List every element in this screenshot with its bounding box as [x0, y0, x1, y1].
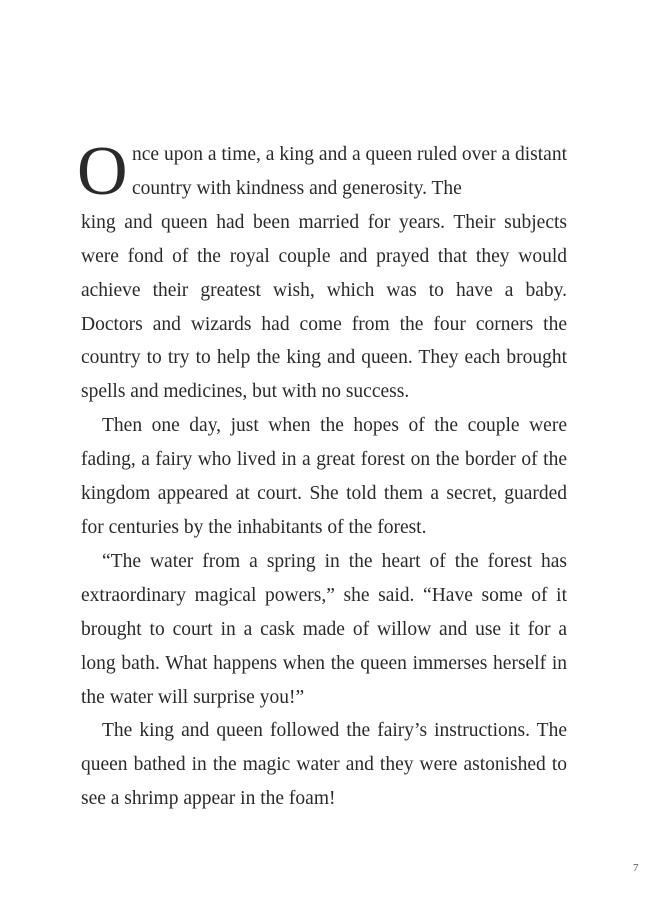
paragraph-1-rest: king and queen had been married for years. Their subjects were fond of the royal couple and prayed that they would achieve their greatest wish, which was to have a baby. Doctors and wizards had come from the four corners the country to try to help the king and queen. They each brought spells and medicines, but with no success.	[81, 211, 567, 403]
paragraph-2: Then one day, just when the hopes of the couple were fading, a fairy who lived in a great forest on the border of the kingdom appeared at court. She told them a secret, guarded for centuries by the inhabitants of the forest.	[81, 415, 567, 538]
paragraph-3: “The water from a spring in the heart of the forest has extraordinary magical powers,” she said. “Have some of it brought to court in a cask made of willow and use it for a long bath. What happens when the queen immerses herself in the water will surprise you!”	[81, 550, 567, 708]
paragraph-1-lead: nce upon a time, a king and a queen ruled over a distant country with kindness and generosity. The	[132, 144, 567, 199]
story-text	[77, 133, 567, 816]
paragraph-4: The king and queen followed the fairy’s instructions. The queen bathed in the magic water and they were astonished to see a shrimp appear in the foam!	[81, 720, 567, 810]
drop-cap: O	[77, 133, 128, 210]
paragraph-1	[77, 133, 567, 210]
page-number: 7	[633, 862, 639, 874]
